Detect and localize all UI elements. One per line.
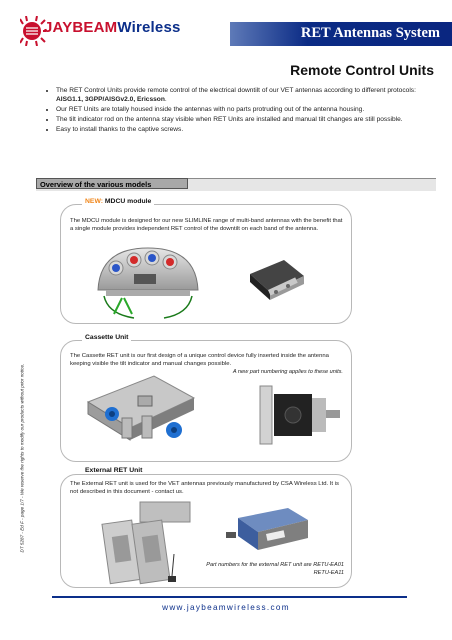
mdcu-label: NEW: MDCU module — [82, 198, 154, 205]
section-title: Overview of the various models — [36, 178, 188, 189]
new-badge: NEW: — [85, 198, 103, 205]
side-disclaimer: DT 5287 - Ed F - page 1/7 - We reserve the rights to modify our products without prior notice. — [19, 363, 25, 553]
mdcu-description: The MDCU module is designed for our new SLIMLINE range of multi-band antennas with the benefit that a single module provides independent RET control of the downtilt on each band of the antenna. — [70, 218, 343, 232]
list-item: • The tilt indicator rod on the antenna stay visible when RET Units are installed and manual tilt changes are still possible. — [56, 115, 436, 124]
mdcu-module-image — [94, 244, 202, 322]
header-title: RET Antennas System — [300, 25, 440, 41]
external-ret-side-image — [226, 502, 316, 556]
mdcu-module-side-image — [244, 256, 310, 304]
external-label: External RET Unit — [82, 467, 145, 474]
list-item: • The RET Control Units provide remote control of the electrical downtilt of our VET antennas according to different protocols: AISG1.1, 3GPP/AISGv2.0, Ericsson. — [56, 86, 436, 104]
page-title: Remote Control Units — [290, 62, 434, 78]
feature-list — [40, 86, 436, 135]
brand-name — [44, 19, 181, 36]
brand-wireless: Wireless — [117, 19, 181, 36]
cassette-description: The Cassette RET unit is our first design of a unique control device fully inserted inside the antenna keeping visible the tilt indicator and manual changes possible. — [70, 353, 329, 367]
cassette-label: Cassette Unit — [82, 334, 131, 341]
cassette-note: A new part numbering applies to these units. — [232, 369, 343, 375]
footer-website-link[interactable]: www.jaybeamwireless.com — [162, 603, 290, 612]
cassette-unit-image — [82, 372, 200, 446]
cassette-motor-image — [258, 380, 344, 452]
external-note: Part numbers for the external RET unit are RETU-EA01 RETU-EA11 — [206, 562, 344, 576]
footer-divider — [52, 596, 407, 598]
external-description: The External RET unit is used for the VET antennas previously manufactured by CSA Wireless Ltd. It is not described in this document - contact us. — [70, 481, 339, 495]
external-ret-image — [100, 496, 200, 592]
list-item: • Easy to install thanks to the captive screws. — [56, 125, 436, 134]
list-item: • Our RET Units are totally housed inside the antennas with no parts protruding out of the antenna housing. — [56, 105, 436, 114]
brand-jaybeam: JAYBEAM — [44, 19, 118, 36]
jaybeam-logo-icon — [20, 16, 46, 46]
